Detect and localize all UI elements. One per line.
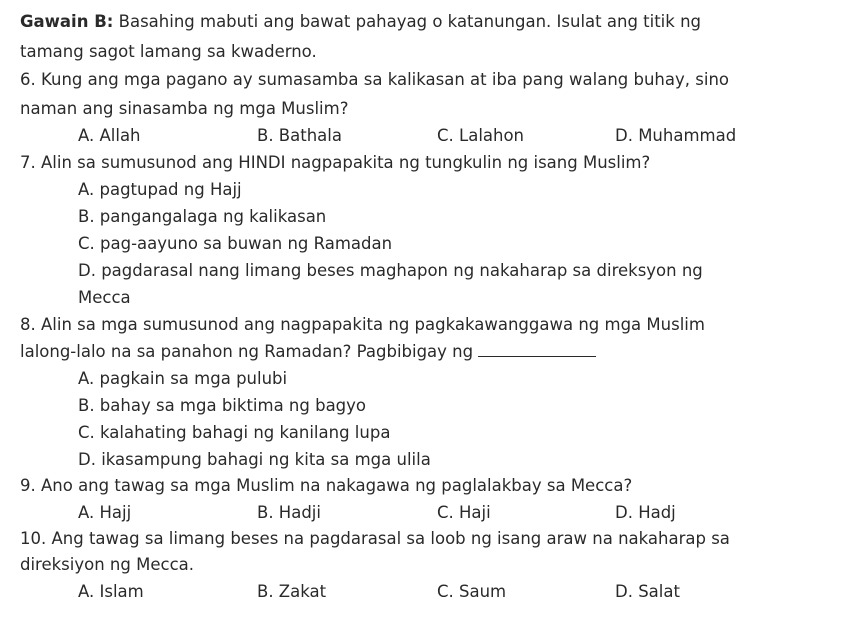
answer-blank <box>478 341 596 357</box>
question-6-choice-c: C. Lalahon <box>437 126 525 145</box>
question-7-line-1: 7. Alin sa sumusunod ang HINDI nagpapakita ng tungkulin ng isang Muslim? <box>20 153 651 172</box>
question-8-choice-b: B. bahay sa mga biktima ng bagyo <box>78 396 367 415</box>
question-6-choice-d: D. Muhammad <box>615 126 737 145</box>
question-6-line-1: 6. Kung ang mga pagano ay sumasamba sa kalikasan at iba pang walang buhay, sino <box>20 70 729 89</box>
question-10-choice-a: A. Islam <box>78 582 144 601</box>
question-10-choice-b: B. Zakat <box>257 582 327 601</box>
question-9-choice-b: B. Hadji <box>257 503 321 522</box>
question-7-choice-a: A. pagtupad ng Hajj <box>78 180 242 199</box>
question-6-line-2: naman ang sinasamba ng mga Muslim? <box>20 99 349 118</box>
question-10-line-2: direksiyon ng Mecca. <box>20 555 194 574</box>
question-9-line-1: 9. Ano ang tawag sa mga Muslim na nakagawa ng paglalakbay sa Mecca? <box>20 476 633 495</box>
instructions-text: Basahing mabuti ang bawat pahayag o katanungan. Isulat ang titik ng <box>113 12 702 31</box>
question-6-choice-a: A. Allah <box>78 126 141 145</box>
question-10-choices <box>0 580 851 604</box>
question-8-choice-a: A. pagkain sa mga pulubi <box>78 369 288 388</box>
question-9-choices <box>0 501 851 525</box>
question-10-choice-d: D. Salat <box>615 582 680 601</box>
question-6-choices <box>0 124 851 148</box>
question-10-choice-c: C. Saum <box>437 582 507 601</box>
question-8-line-1: 8. Alin sa mga sumusunod ang nagpapakita ng pagkakawanggawa ng mga Muslim <box>20 315 705 334</box>
instructions-line-2: tamang sagot lamang sa kwaderno. <box>20 42 317 61</box>
question-7-choice-d: D. pagdarasal nang limang beses maghapon ng nakaharap sa direksyon ng <box>78 261 703 280</box>
question-7-choice-b: B. pangangalaga ng kalikasan <box>78 207 327 226</box>
question-9-choice-c: C. Haji <box>437 503 491 522</box>
question-7-choice-c: C. pag-aayuno sa buwan ng Ramadan <box>78 234 393 253</box>
question-8-choice-d: D. ikasampung bahagi ng kita sa mga ulila <box>78 450 431 469</box>
question-9-choice-d: D. Hadj <box>615 503 676 522</box>
question-8-line-2-text: lalong-lalo na sa panahon ng Ramadan? Pagbibigay ng <box>20 342 479 361</box>
question-8-line-2 <box>20 340 596 364</box>
question-7-choice-d-continued: Mecca <box>78 288 131 307</box>
question-10-line-1: 10. Ang tawag sa limang beses na pagdarasal sa loob ng isang araw na nakaharap sa <box>20 529 730 548</box>
question-9-choice-a: A. Hajj <box>78 503 132 522</box>
question-8-choice-c: C. kalahating bahagi ng kanilang lupa <box>78 423 391 442</box>
question-6-choice-b: B. Bathala <box>257 126 342 145</box>
instructions-line-1 <box>20 10 701 34</box>
instructions-label: Gawain B: <box>20 12 114 31</box>
